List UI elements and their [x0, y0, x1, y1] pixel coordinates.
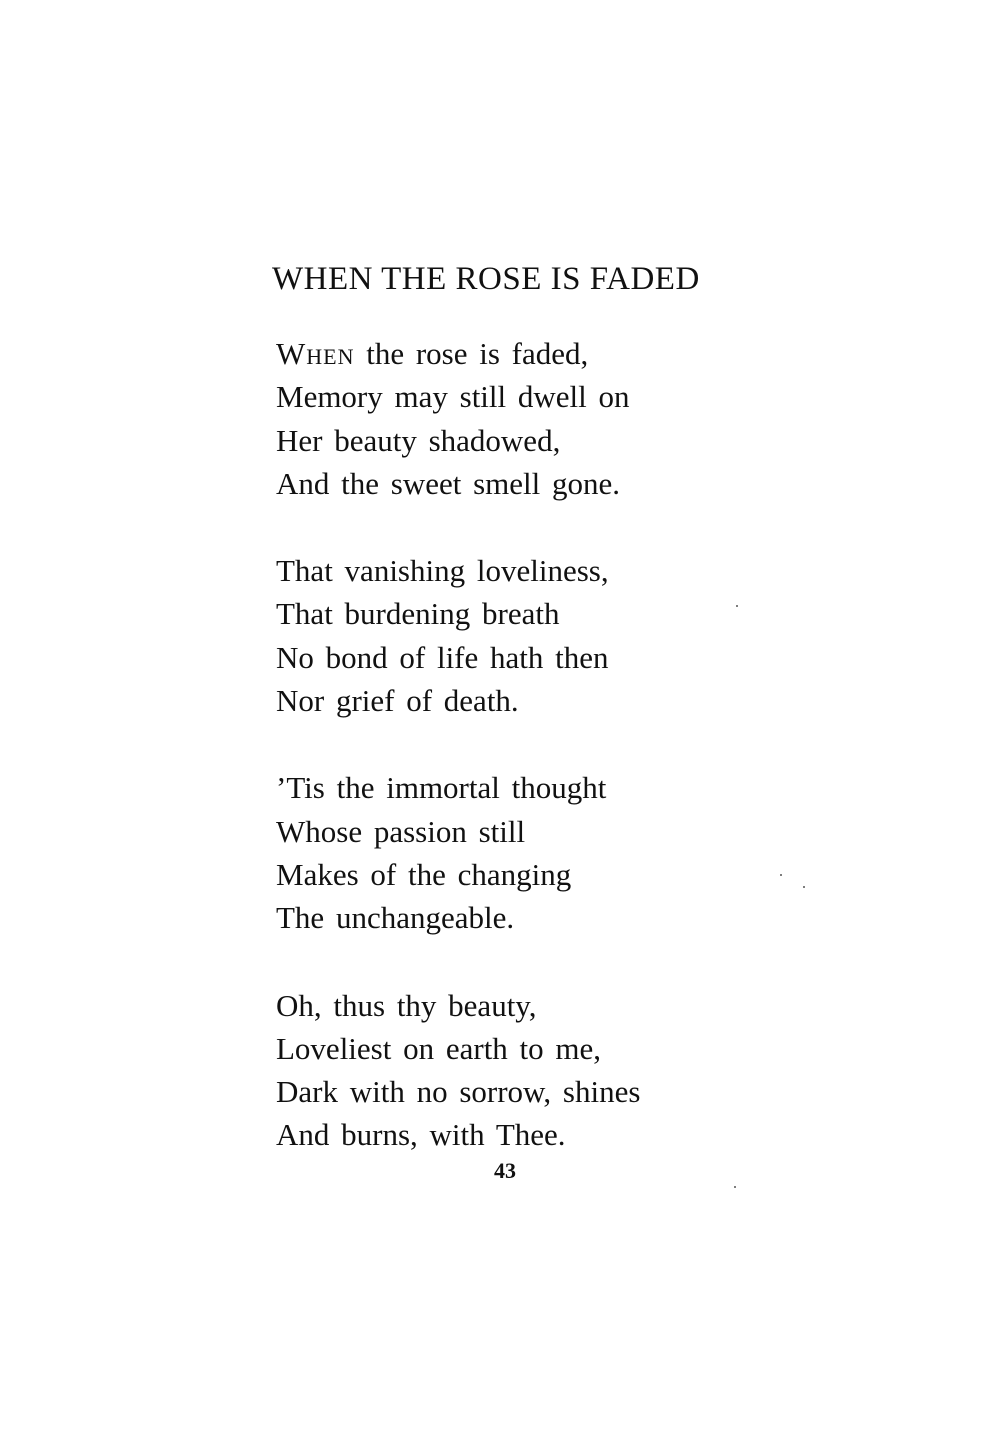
poem-line: Oh, thus thy beauty,: [276, 987, 537, 1023]
poem-line: Makes of the changing: [276, 856, 572, 892]
poem-body: [276, 332, 836, 1201]
poem-line: Her beauty shadowed,: [276, 422, 561, 458]
poem-line: Memory may still dwell on: [276, 379, 630, 415]
page-number: 43: [494, 1158, 516, 1183]
poem-line: ’Tis the immortal thought: [276, 770, 607, 806]
scan-speck: [734, 1186, 736, 1188]
poem-line: That vanishing loveliness,: [276, 553, 609, 589]
scan-speck: [803, 886, 805, 888]
poem-title: WHEN THE ROSE IS FADED: [272, 261, 700, 297]
poem-line: Loveliest on earth to me,: [276, 1030, 602, 1066]
poem-line: Dark with no sorrow, shines: [276, 1074, 641, 1110]
poem-line: [276, 332, 836, 375]
poem-line: And the sweet smell gone.: [276, 465, 621, 501]
scan-speck: [736, 605, 738, 607]
poem-line: Nor grief of death.: [276, 683, 519, 719]
stanza-4: [276, 984, 836, 1157]
poem-line: And burns, with Thee.: [276, 1117, 566, 1153]
opening-word: When: [276, 336, 355, 371]
poem-line: That burdening breath: [276, 596, 560, 632]
stanza-3: [276, 766, 836, 939]
poem-line: Whose passion still: [276, 813, 526, 849]
stanza-2: [276, 549, 836, 722]
stanza-1: [276, 332, 836, 505]
poem-line: The unchangeable.: [276, 900, 515, 936]
line-text: the rose is faded,: [354, 336, 589, 371]
scan-speck: [780, 874, 782, 876]
poem-line: No bond of life hath then: [276, 639, 609, 675]
